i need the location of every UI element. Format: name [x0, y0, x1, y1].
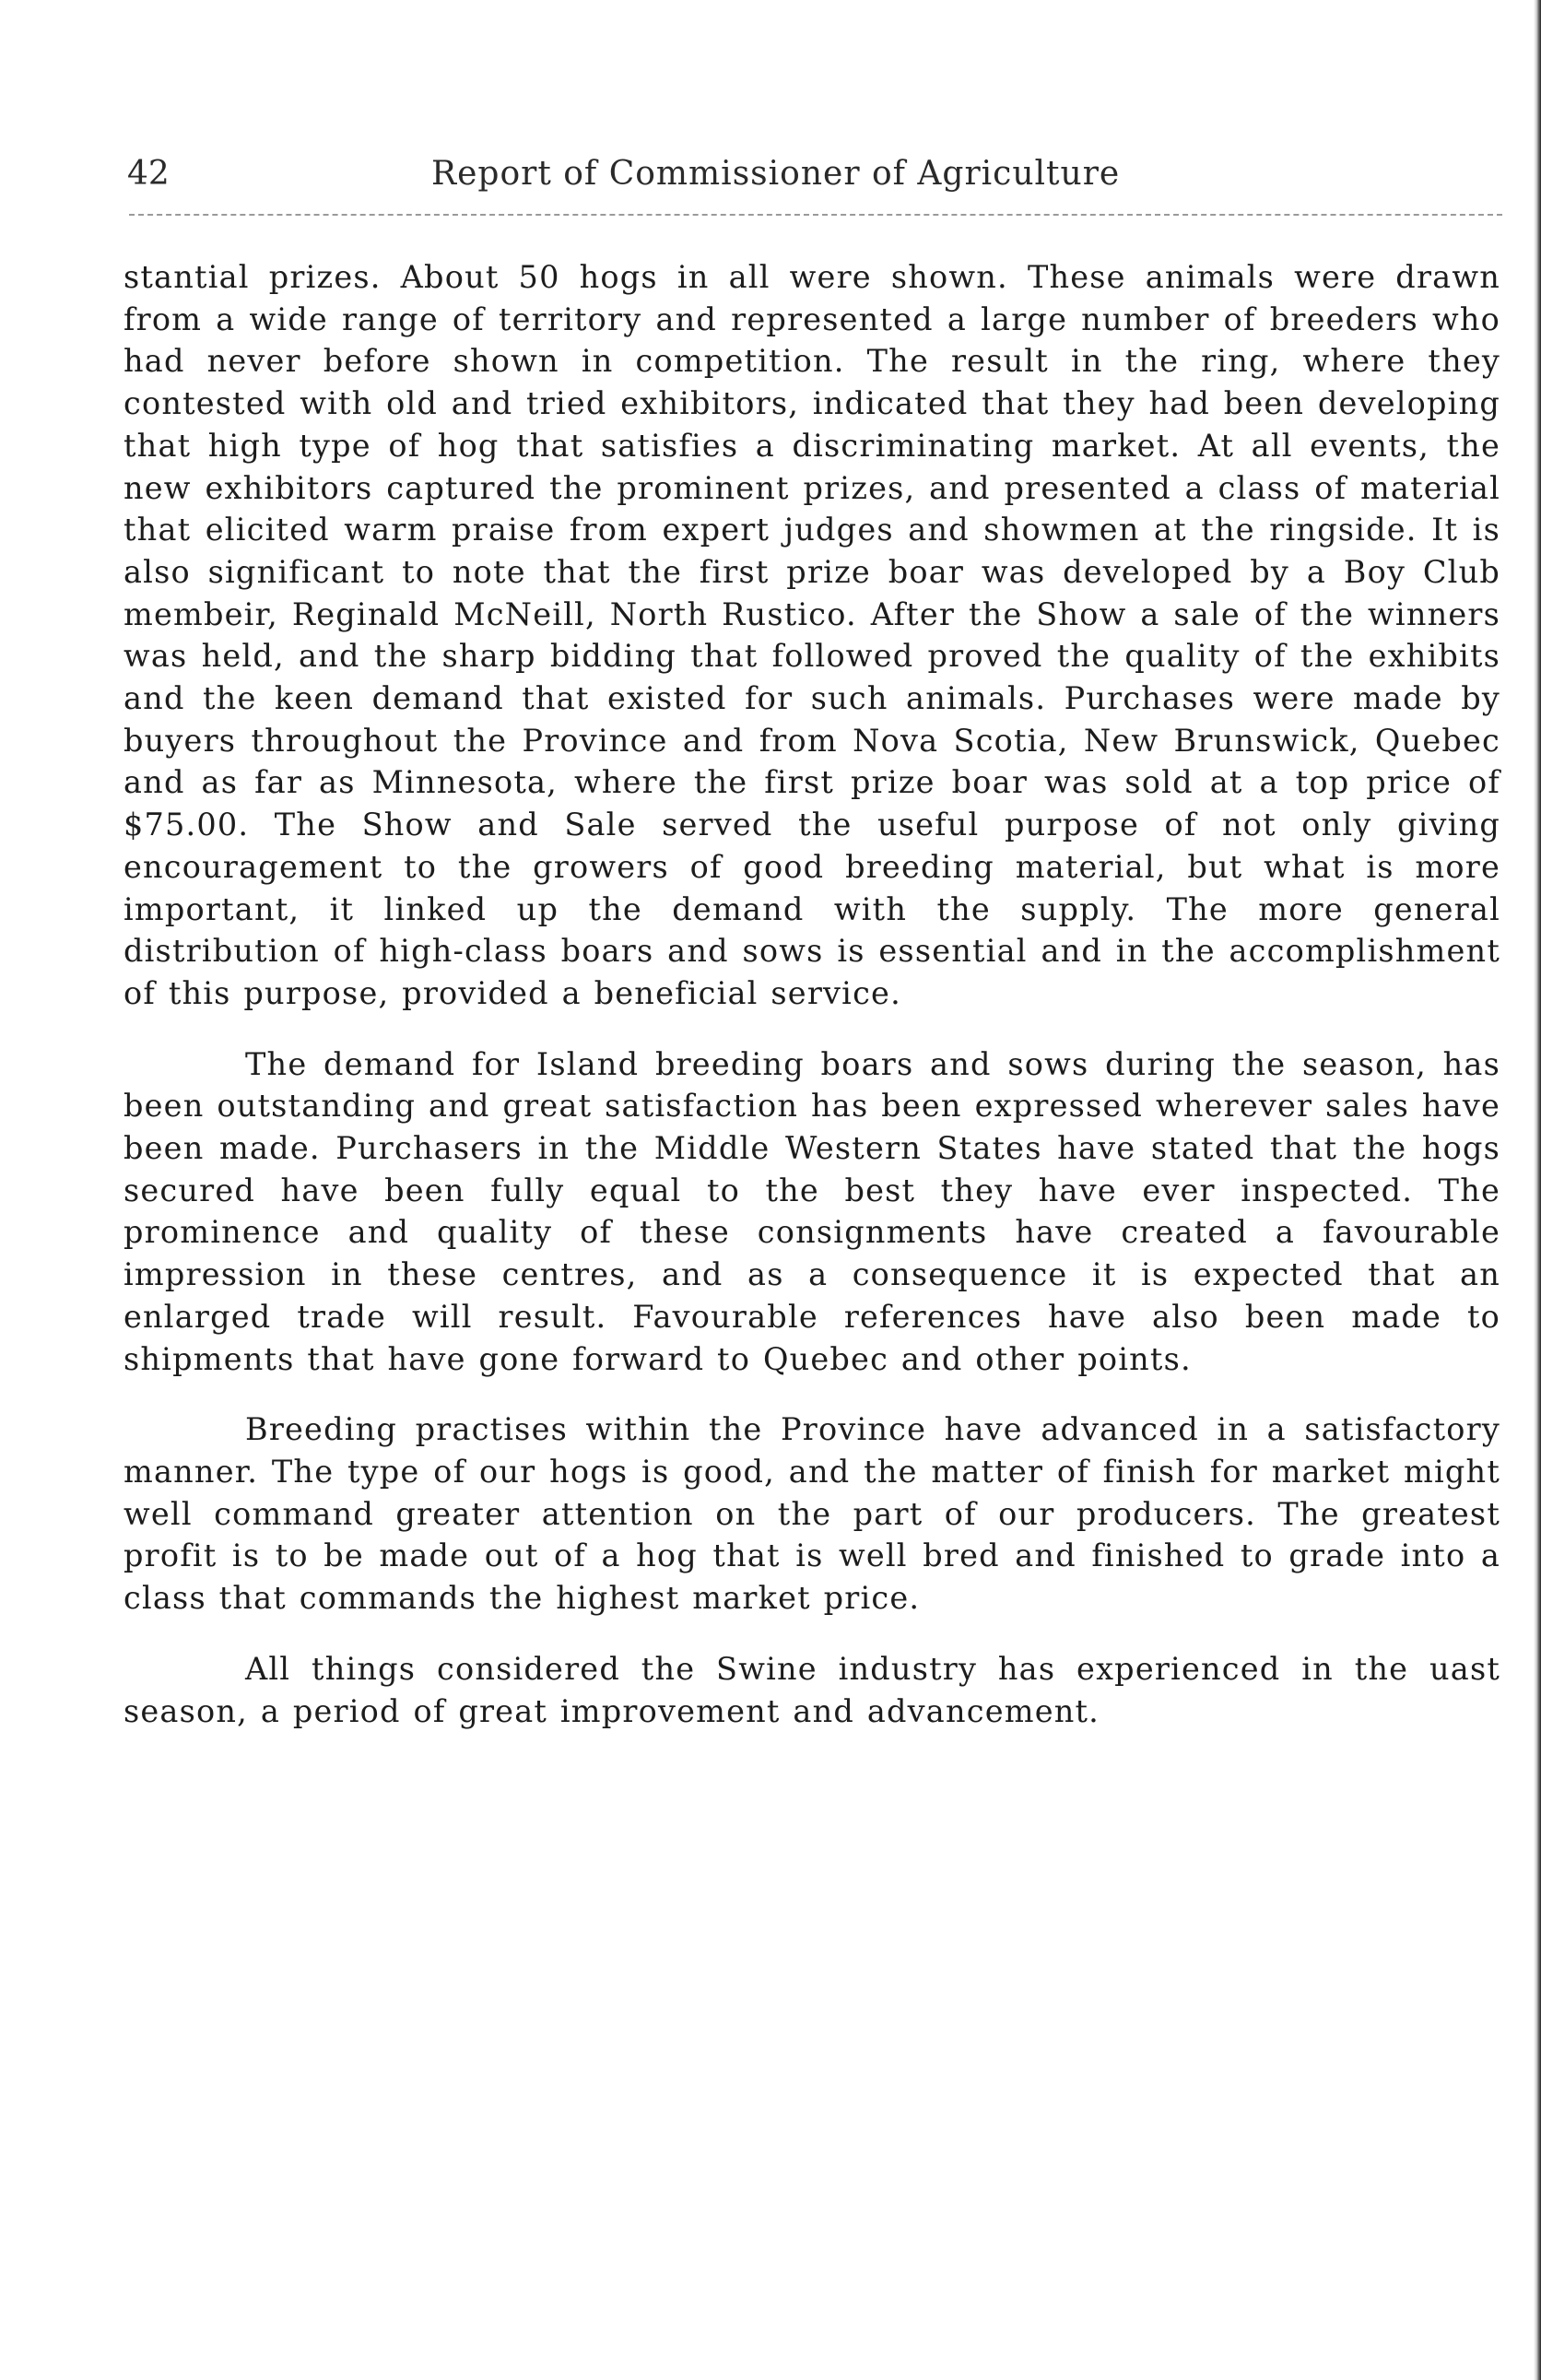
paragraph-conclusion: All things considered the Swine industry has experienced in the uast season, a period of great improvement and advancement.	[124, 1650, 1500, 1729]
paragraph-continued: stantial prizes. About 50 hogs in all were shown. These animals were drawn from a wide range of territory and represented a large number of breeders who had never before shown in competition. The result in the ring, where they contested with old and tried exhibitors, indicated that they had been developing that high type of hog that satisfies a discriminating market. At all events, the new exhibitors captured the prominent prizes, and presented a class of material that elicited warm praise from expert judges and showmen at the ringside. It is also significant to note that the first prize boar was developed by a Boy Club membeir, Reginald McNeill, North Rustico. After the Show a sale of the winners was held, and the sharp bidding that followed proved the quality of the exhibits and the keen demand that existed for such animals. Purchases were made by buyers throughout the Province and from Nova Scotia, New Brunswick, Quebec and as far as Minnesota, where the first prize boar was sold at a top price of $75.00. The Show and Sale served the useful purpose of not only giving encouragement to the growers of good breeding material, but what is more important, it linked up the demand with the supply. The more general distribution of high-class boars and sows is essential and in the accomplishment of this purpose, provided a beneficial service.	[124, 259, 1500, 1011]
paragraph-demand: The demand for Island breeding boars and sows during the season, has been outstanding and great satisfaction has been expressed wherever sales have been made. Purchasers in the Middle Western States have stated that the hogs secured have been fully equal to the best they have ever inspected. The prominence and quality of these consignments have created a favourable impression in these centres, and as a consequence it is expected that an enlarged trade will result. Favourable references have also been made to shipments that have gone forward to Quebec and other points.	[124, 1045, 1500, 1377]
paragraph-breeding: Breeding practises within the Province have advanced in a satisfactory manner. The type of our hogs is good, and the matter of finish for market might well command greater attention on the part of our producers. The greatest profit is to be made out of a hog that is well bred and finished to grade into a class that commands the highest market price.	[124, 1411, 1500, 1617]
scan-edge-shadow	[1534, 0, 1541, 2380]
header-rule	[129, 214, 1502, 216]
page-number: 42	[127, 155, 170, 193]
running-head: Report of Commissioner of Agriculture	[431, 155, 1121, 193]
page-header	[127, 155, 1500, 201]
body-text	[124, 256, 1500, 1761]
